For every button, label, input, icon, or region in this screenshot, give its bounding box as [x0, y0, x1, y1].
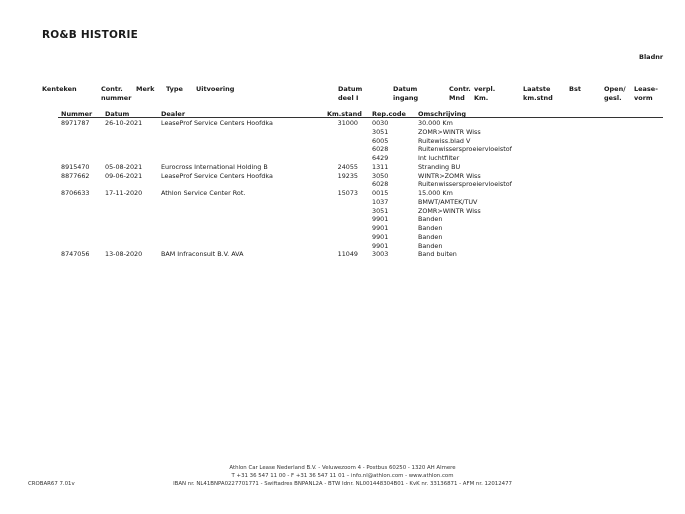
cell-kmstand: 24055 [337, 162, 358, 171]
cell-nummer: 8877662 [61, 171, 90, 180]
cell-dealer: Athlon Service Center Rot. [161, 189, 246, 197]
column-nummer: Nummer [61, 110, 93, 118]
cell-datum: 05-08-2021 [105, 162, 143, 171]
cell-kmstand: 31000 [337, 119, 358, 127]
footer-address: Athlon Car Lease Nederland B.V. - Veluwezoom 4 - Postbus 60250 - 1320 AH Almere [229, 465, 456, 471]
cell-datum: 09-06-2021 [105, 171, 143, 180]
header-contr-mnd: Contr. Mnd [449, 85, 471, 102]
footer-contact: T +31 36 547 11 00 - F +31 36 547 11 01 – info.nl@athlon.com - www.athlon.com [231, 473, 454, 479]
cell-omschrijving: Banden [418, 232, 443, 241]
table-row [0, 233, 685, 242]
cell-omschrijving: ZOMR>WINTR Wiss [418, 127, 481, 136]
cell-repcode: 1037 [372, 197, 389, 206]
table-row [0, 180, 685, 189]
cell-repcode: 6429 [372, 154, 389, 162]
header-type: Type [166, 85, 183, 93]
cell-nummer: 8706633 [61, 189, 90, 197]
header-open-gesl: Open/ gesl. [604, 85, 626, 102]
header-lease-vorm: Lease- vorm [634, 85, 658, 102]
table-row [0, 137, 685, 146]
cell-repcode: 9901 [372, 224, 389, 232]
cell-omschrijving: Ruitenwissersproeiervloeistof [418, 145, 512, 154]
table-row [0, 242, 685, 251]
form-code: CROBAR67 7.01v [28, 481, 75, 487]
cell-omschrijving: Band buiten [418, 250, 457, 259]
table-row [0, 215, 685, 224]
cell-omschrijving: WINTR>ZOMR Wiss [418, 171, 481, 180]
cell-omschrijving: Stranding BU [418, 162, 461, 171]
cell-nummer: 8971787 [61, 119, 90, 127]
cell-omschrijving: Ruitewiss.blad V [418, 136, 471, 145]
cell-dealer: BAM Infraconsult B.V. AVA [161, 250, 244, 259]
cell-repcode: 9901 [372, 232, 389, 241]
cell-omschrijving: 15.000 Km [418, 189, 453, 197]
cell-datum: 13-08-2020 [105, 250, 143, 259]
column-kmstand: Km.stand [327, 110, 362, 118]
cell-omschrijving: BMWT/AMTEK/TUV [418, 197, 478, 206]
table-row [0, 189, 685, 198]
cell-nummer: 8915470 [61, 162, 90, 171]
cell-kmstand: 19235 [337, 171, 358, 180]
footer-registration: IBAN nr. NL41BNPA0227701771 - Swiftadres BNPANL2A - BTW Idnr. NL001448304B01 - KvK nr. 33136871 - AFM nr. 12012477 [173, 481, 512, 487]
column-repcode: Rep.code [372, 110, 406, 118]
header-divider [58, 117, 663, 118]
header-merk: Merk [136, 85, 155, 93]
cell-omschrijving: Banden [418, 215, 443, 224]
table-row [0, 198, 685, 207]
cell-repcode: 0015 [372, 189, 389, 197]
cell-dealer: LeaseProf Service Centers Hoofdka [161, 119, 273, 127]
table-row [0, 119, 685, 128]
cell-repcode: 6005 [372, 136, 389, 145]
cell-repcode: 9901 [372, 215, 389, 224]
cell-repcode: 0030 [372, 119, 389, 127]
cell-nummer: 8747056 [61, 250, 90, 259]
table-row [0, 207, 685, 216]
cell-repcode: 6028 [372, 145, 389, 154]
cell-repcode: 3050 [372, 171, 389, 180]
table-row [0, 145, 685, 154]
cell-omschrijving: Banden [418, 241, 443, 250]
page-number-label: Bladnr [639, 53, 664, 61]
cell-repcode: 3051 [372, 206, 389, 215]
cell-omschrijving: ZOMR>WINTR Wiss [418, 206, 481, 215]
cell-dealer: Eurocross International Holding B [161, 162, 268, 171]
cell-datum: 26-10-2021 [105, 119, 143, 127]
cell-dealer: LeaseProf Service Centers Hoofdka [161, 171, 273, 180]
table-row [0, 250, 685, 259]
cell-datum: 17-11-2020 [105, 189, 143, 197]
header-contr-nummer: Contr. nummer [101, 85, 132, 102]
header-datum-deel1: Datum deel I [338, 85, 363, 102]
cell-omschrijving: Ruitenwissersproeiervloeistof [418, 180, 512, 189]
table-row [0, 154, 685, 163]
cell-omschrijving: 30.000 Km [418, 119, 453, 127]
table-row [0, 172, 685, 181]
cell-kmstand: 11049 [337, 250, 358, 259]
table-row [0, 128, 685, 137]
column-datum: Datum [105, 110, 130, 118]
header-kenteken: Kenteken [42, 85, 77, 93]
page-title: RO&B HISTORIE [42, 29, 138, 41]
header-datum-ingang: Datum ingang [393, 85, 419, 102]
cell-omschrijving: Banden [418, 224, 443, 232]
header-bst: Bst [569, 85, 581, 93]
header-laatste-kmstnd: Laatste km.stnd [523, 85, 553, 102]
cell-repcode: 9901 [372, 241, 389, 250]
table-row [0, 163, 685, 172]
cell-repcode: 3051 [372, 127, 389, 136]
cell-repcode: 1311 [372, 162, 389, 171]
table-row [0, 224, 685, 233]
column-omschrijving: Omschrijving [418, 110, 467, 118]
header-uitvoering: Uitvoering [196, 85, 235, 93]
header-verpl-km: verpl. Km. [474, 85, 496, 102]
cell-repcode: 6028 [372, 180, 389, 189]
cell-kmstand: 15073 [337, 189, 358, 197]
cell-repcode: 3003 [372, 250, 389, 259]
column-dealer: Dealer [161, 110, 186, 118]
cell-omschrijving: Int luchtfilter [418, 154, 460, 162]
